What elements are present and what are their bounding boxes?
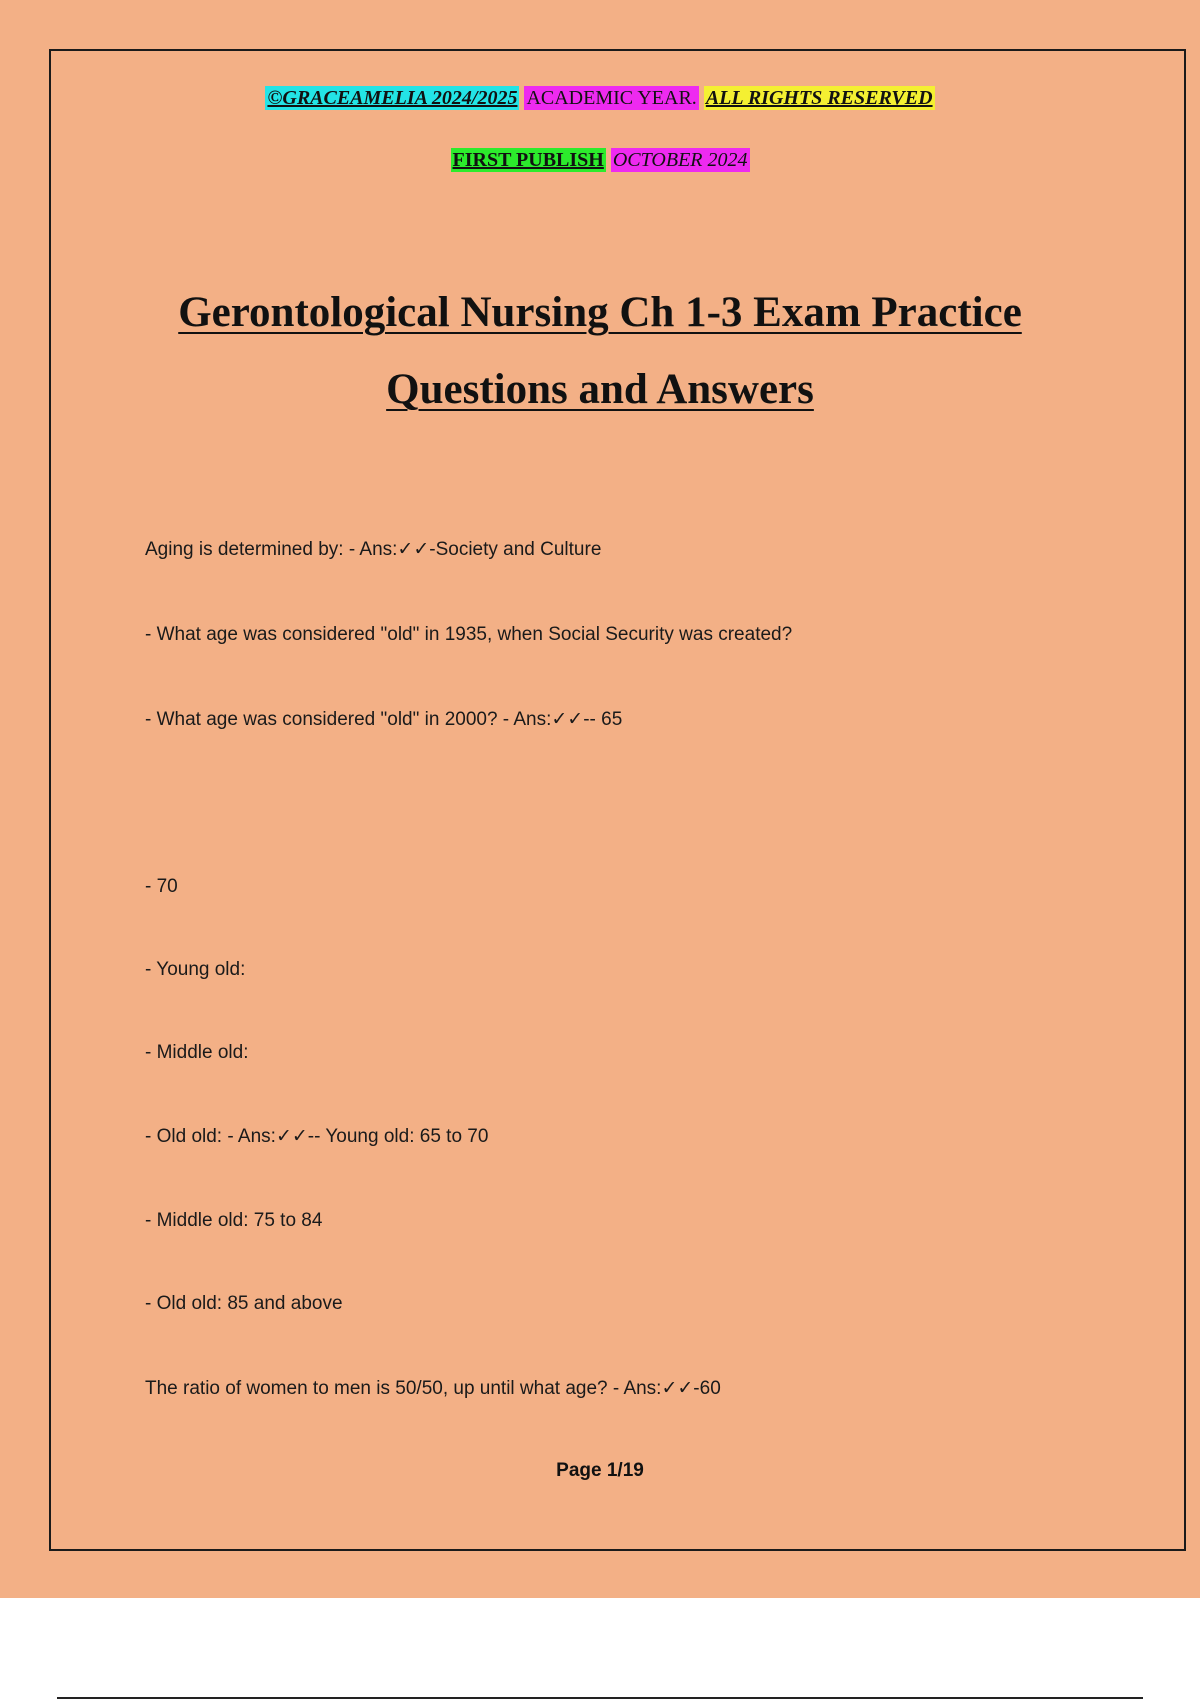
qa-line: - What age was considered "old" in 1935, when Social Security was created? (145, 624, 793, 645)
rights-reserved-text: ALL RIGHTS RESERVED (705, 87, 933, 109)
qa-line: - Middle old: 75 to 84 (145, 1210, 323, 1231)
qa-line: - 70 (145, 876, 178, 897)
qa-line: - What age was considered "old" in 2000? - Ans:✓✓-- 65 (145, 709, 623, 730)
publish-header (0, 147, 1200, 173)
qa-line: The ratio of women to men is 50/50, up until what age? - Ans:✓✓-60 (145, 1378, 721, 1399)
document-title-line-2: Questions and Answers (386, 366, 814, 413)
qa-line: - Old old: 85 and above (145, 1293, 343, 1314)
qa-line: - Old old: - Ans:✓✓-- Young old: 65 to 70 (145, 1126, 489, 1147)
qa-line: Aging is determined by: - Ans:✓✓-Society and Culture (145, 539, 602, 560)
copyright-text: ©GRACEAMELIA 2024/2025 (267, 87, 518, 109)
qa-line: - Young old: (145, 959, 246, 980)
copyright-header (0, 85, 1200, 111)
bottom-divider (57, 1697, 1143, 1699)
page-number: Page 1/19 (556, 1460, 644, 1481)
publish-date-text: OCTOBER 2024 (612, 149, 748, 171)
page-border-frame (49, 49, 1186, 1551)
first-publish-text: FIRST PUBLISH (452, 149, 604, 171)
academic-year-text: ACADEMIC YEAR. (526, 87, 697, 109)
document-title-line-1: Gerontological Nursing Ch 1-3 Exam Practice (178, 289, 1022, 336)
qa-line: - Middle old: (145, 1042, 249, 1063)
